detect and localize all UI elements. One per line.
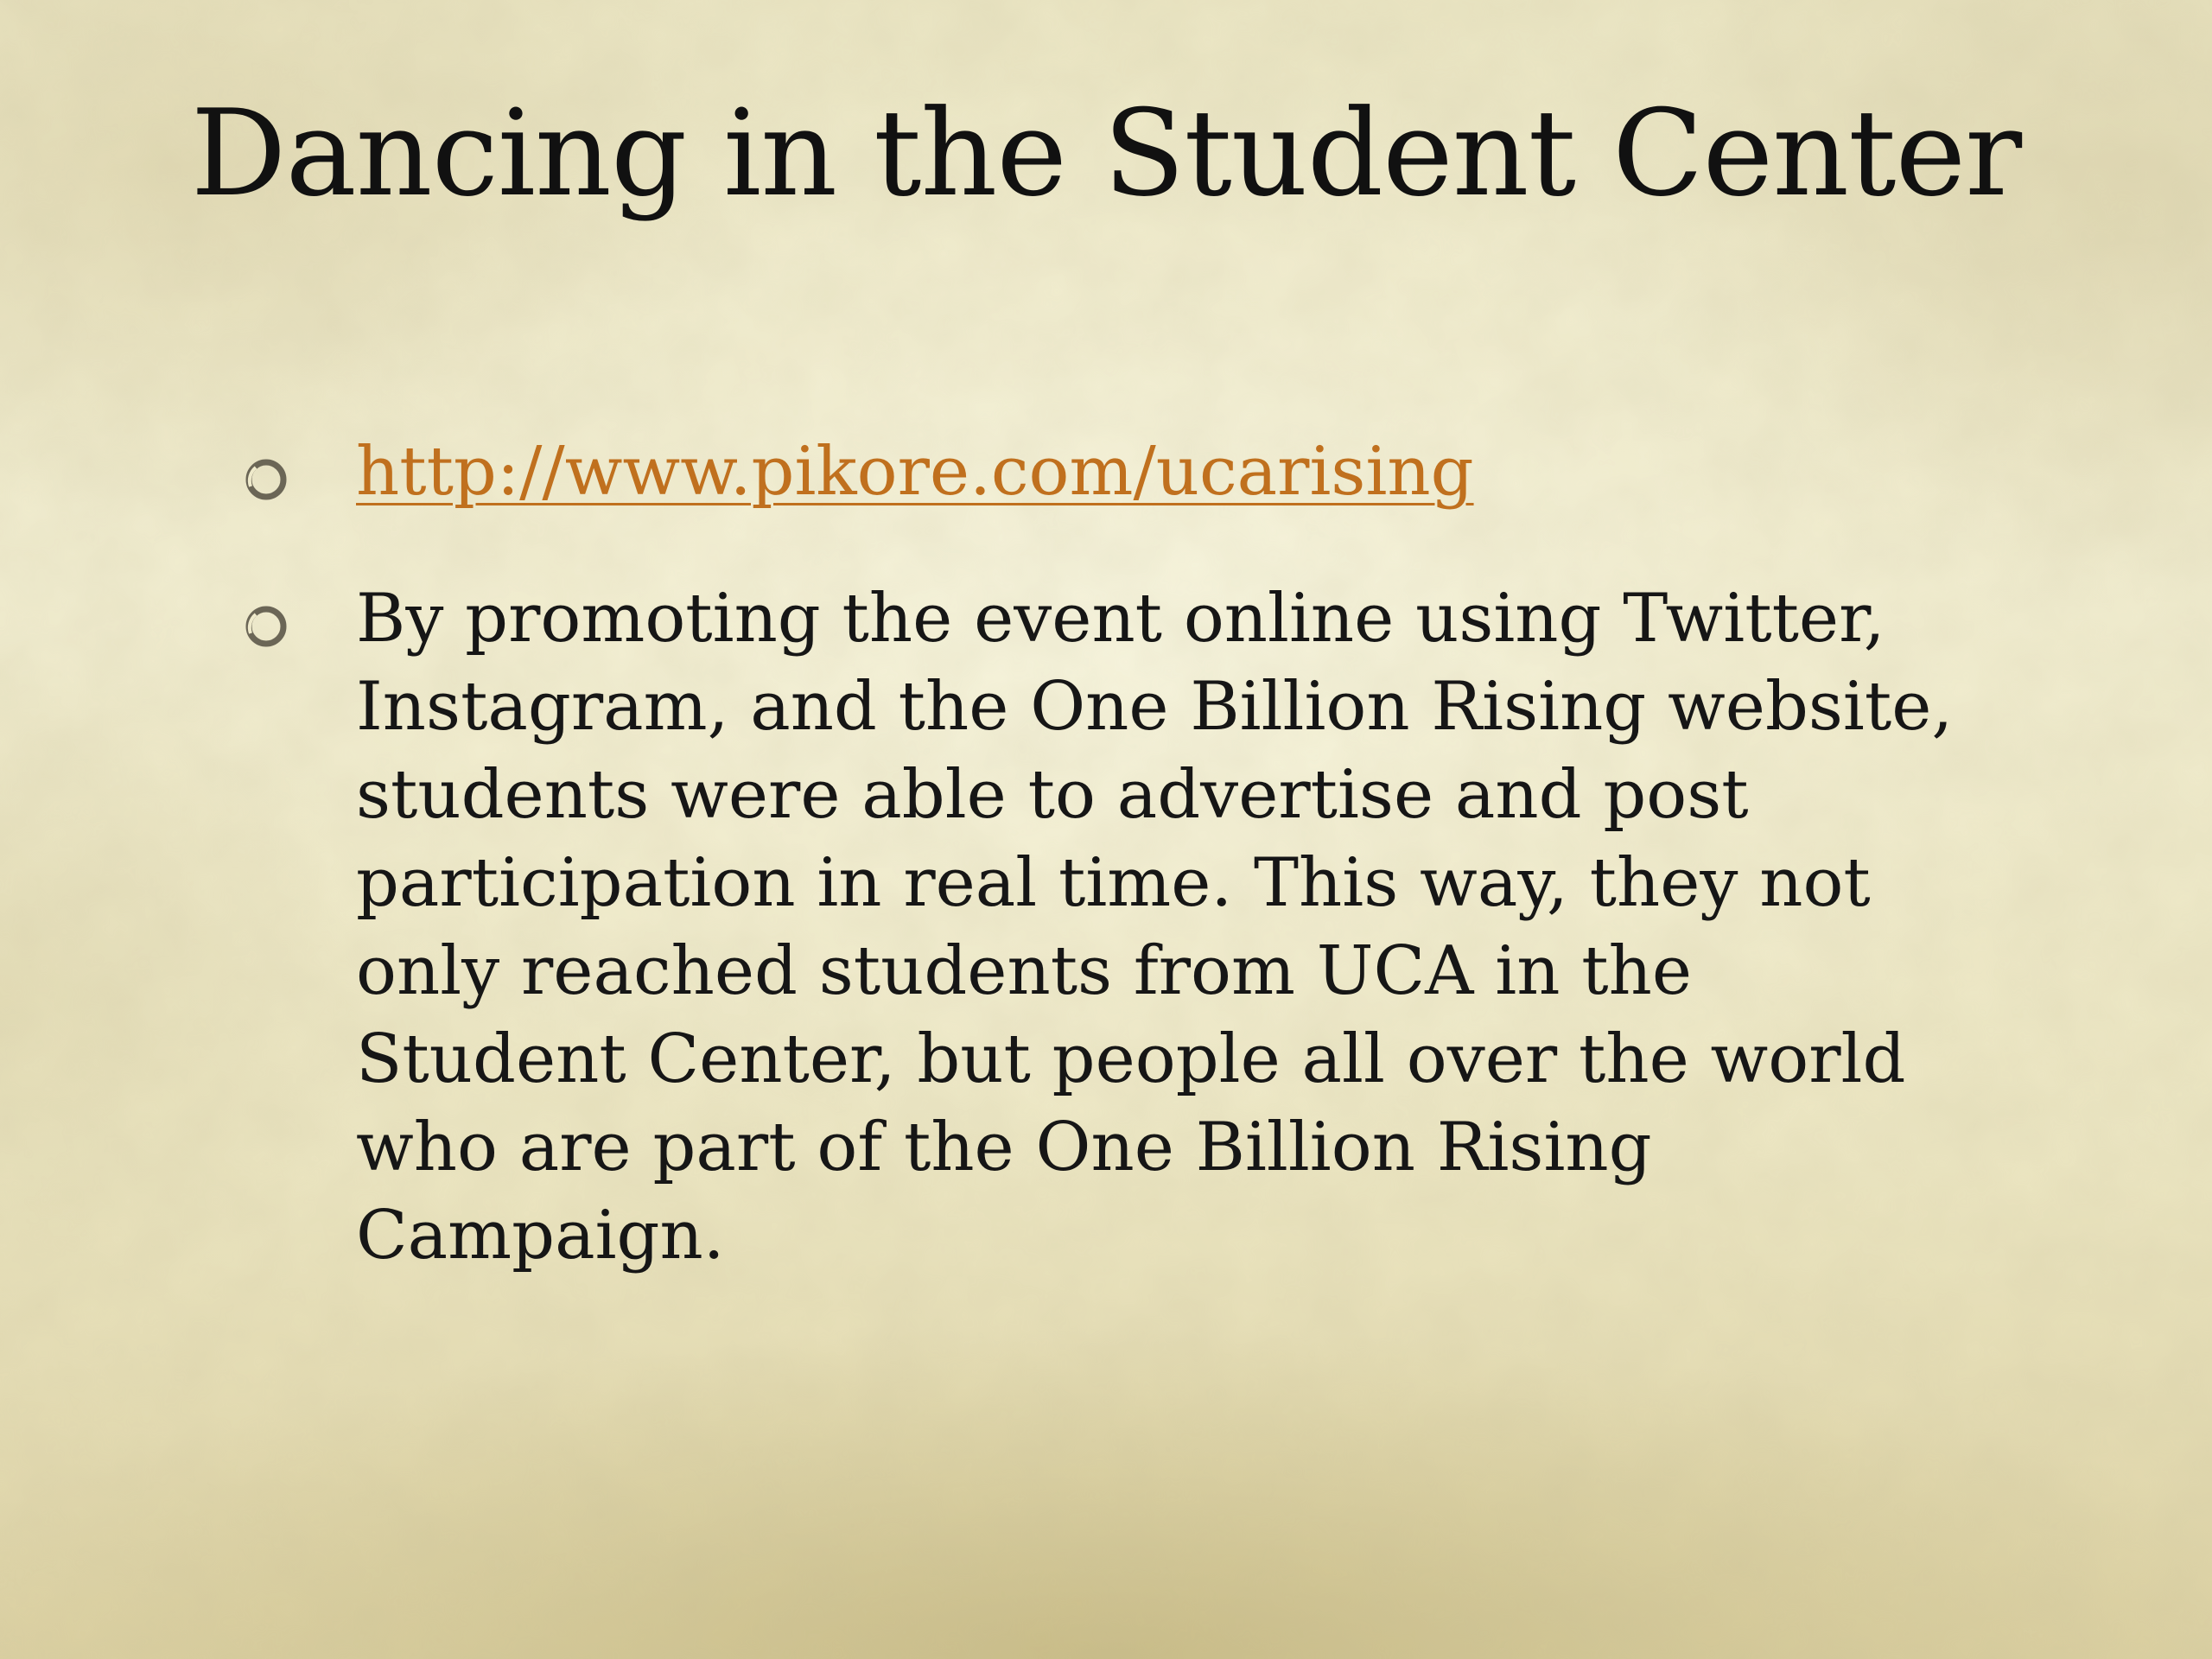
bullet-item-description xyxy=(242,575,1954,1280)
open-circle-icon xyxy=(242,455,290,504)
bullet-text: By promoting the event online using Twitter, Instagram, and the One Billion Rising website, students were able to advertise and post participation in real time. This way, they not only reached students from UCA in the Student Center, but people all over the world who are part of the One Billion Rising Campaign. xyxy=(356,580,1954,1274)
slide-title: Dancing in the Student Center xyxy=(190,84,2022,223)
bullet-item-link xyxy=(242,428,1936,516)
pikore-link[interactable]: http://www.pikore.com/ucarising xyxy=(356,433,1474,511)
open-circle-icon xyxy=(242,602,290,651)
bullet-list xyxy=(242,428,1954,1280)
